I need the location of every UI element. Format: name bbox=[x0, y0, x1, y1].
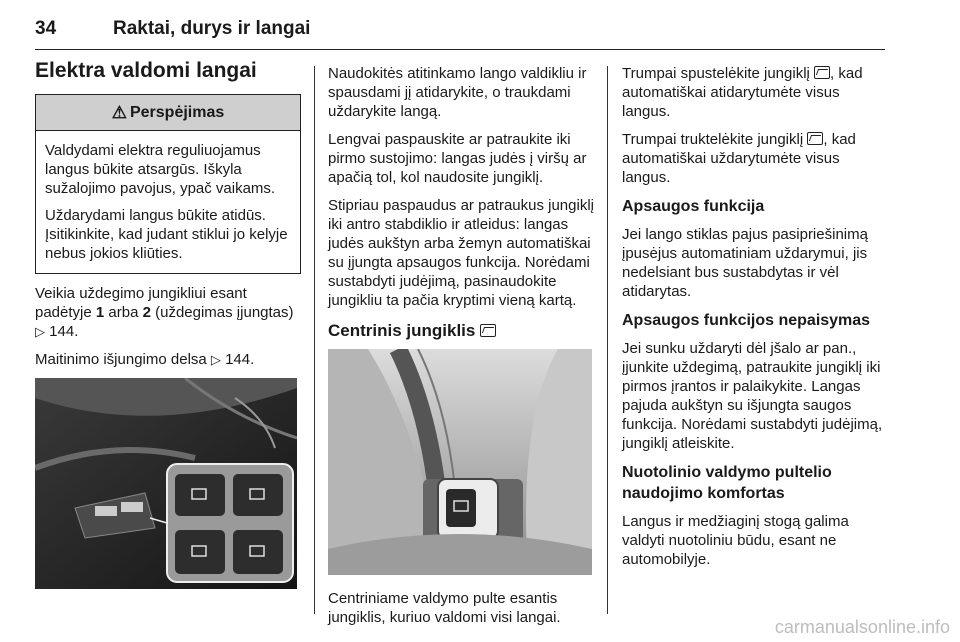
window-switch-icon bbox=[814, 66, 830, 79]
section-heading: Nuotolinio valdymo pultelio naudojimo komfortas bbox=[622, 464, 832, 502]
page-ref-link[interactable]: 144. bbox=[225, 351, 255, 368]
column-1 bbox=[35, 58, 301, 599]
close-all-paragraph: Trumpai truktelėkite jungiklį , kad automatiškai uždarytumėte visus langus. bbox=[622, 131, 856, 186]
page-header bbox=[35, 18, 885, 50]
photo-caption: Centriniame valdymo pulte esantis jungiklis, kuriuo valdomi visi langai. bbox=[328, 590, 561, 626]
page-number: 34 bbox=[35, 18, 57, 39]
warning-heading bbox=[36, 95, 300, 131]
warning-text: Uždarydami langus būkite atidūs. Įsitikinkite, kad judant stiklui jo kelyje nebus jokios kliūties. bbox=[45, 207, 288, 262]
column-divider bbox=[314, 66, 315, 614]
column-3 bbox=[622, 64, 888, 578]
warning-icon: ⚠ bbox=[111, 103, 127, 122]
power-delay-paragraph: Maitinimo išjungimo delsa ▷ 144. bbox=[35, 351, 255, 368]
column-divider bbox=[607, 66, 608, 614]
page-ref-link[interactable]: 144. bbox=[49, 323, 79, 340]
page-ref-icon: ▷ bbox=[35, 324, 45, 339]
text-paragraph: Jei lango stiklas pajus pasipriešinimą įpusėjus automatiniam uždarymui, jis nedelsiant bus sustabdytas ir vėl atidarytas. bbox=[622, 226, 868, 300]
open-all-paragraph: Trumpai spustelėkite jungiklį , kad automatiškai atidarytumėte visus langus. bbox=[622, 65, 863, 120]
door-switch-photo bbox=[35, 378, 297, 589]
text-paragraph: Langus ir medžiaginį stogą galima valdyti nuotoliniu būdu, esant ne automobilyje. bbox=[622, 513, 849, 568]
chapter-title: Raktai, durys ir langai bbox=[113, 18, 311, 39]
central-switch-heading: Centrinis jungiklis bbox=[328, 320, 594, 341]
warning-body bbox=[36, 131, 300, 273]
ignition-paragraph: Veikia uždegimo jungikliui esant padėtyje 1 arba 2 (uždegimas įjungtas) ▷ 144. bbox=[35, 285, 294, 340]
warning-title: Perspėjimas bbox=[129, 104, 225, 121]
text-paragraph: Stipriau paspaudus ar patraukus jungiklį iki antro stabdiklio ir atleidus: langas judės aukštyn arba žemyn automatiškai su įjungta apsaugos funkcija. Norėdami sustabdyti judėjimą, pasinaudokite jungikliu ta pačia kryptimi vieną kartą. bbox=[328, 197, 594, 309]
page-ref-icon: ▷ bbox=[210, 352, 221, 367]
text-paragraph: Jei sunku uždaryti dėl jšalo ar pan., įjunkite uždegimą, patraukite jungiklį iki pirmos įrantos ir palaikykite. Langas pajuda aukštyn su išjungta saugos funkcija. Norėdami sustabdyti judėjimą, jungiklį atleiskite. bbox=[622, 340, 883, 452]
warning-text: Valdydami elektra reguliuojamus langus būkite atsargūs. Iškyla sužalojimo pavojus, ypač vaikams. bbox=[45, 142, 276, 197]
window-switch-icon bbox=[480, 324, 496, 337]
watermark: carmanualsonline.info bbox=[774, 617, 950, 637]
text-paragraph: Naudokitės atitinkamo lango valdikliu ir spausdami jį atidarykite, o traukdami uždarykite langą. bbox=[328, 65, 587, 120]
text-paragraph: Lengvai paspauskite ar patraukite iki pirmo sustojimo: langas judės į viršų ar apačią tol, kol naudosite jungiklį. bbox=[328, 131, 587, 186]
center-console-photo bbox=[328, 349, 592, 575]
column-2 bbox=[328, 64, 594, 636]
section-title: Elektra valdomi langai bbox=[35, 59, 257, 82]
section-heading: Apsaugos funkcija bbox=[622, 198, 765, 215]
window-switch-icon bbox=[807, 132, 823, 145]
warning-box bbox=[35, 94, 301, 274]
section-heading: Apsaugos funkcijos nepaisymas bbox=[622, 312, 871, 329]
